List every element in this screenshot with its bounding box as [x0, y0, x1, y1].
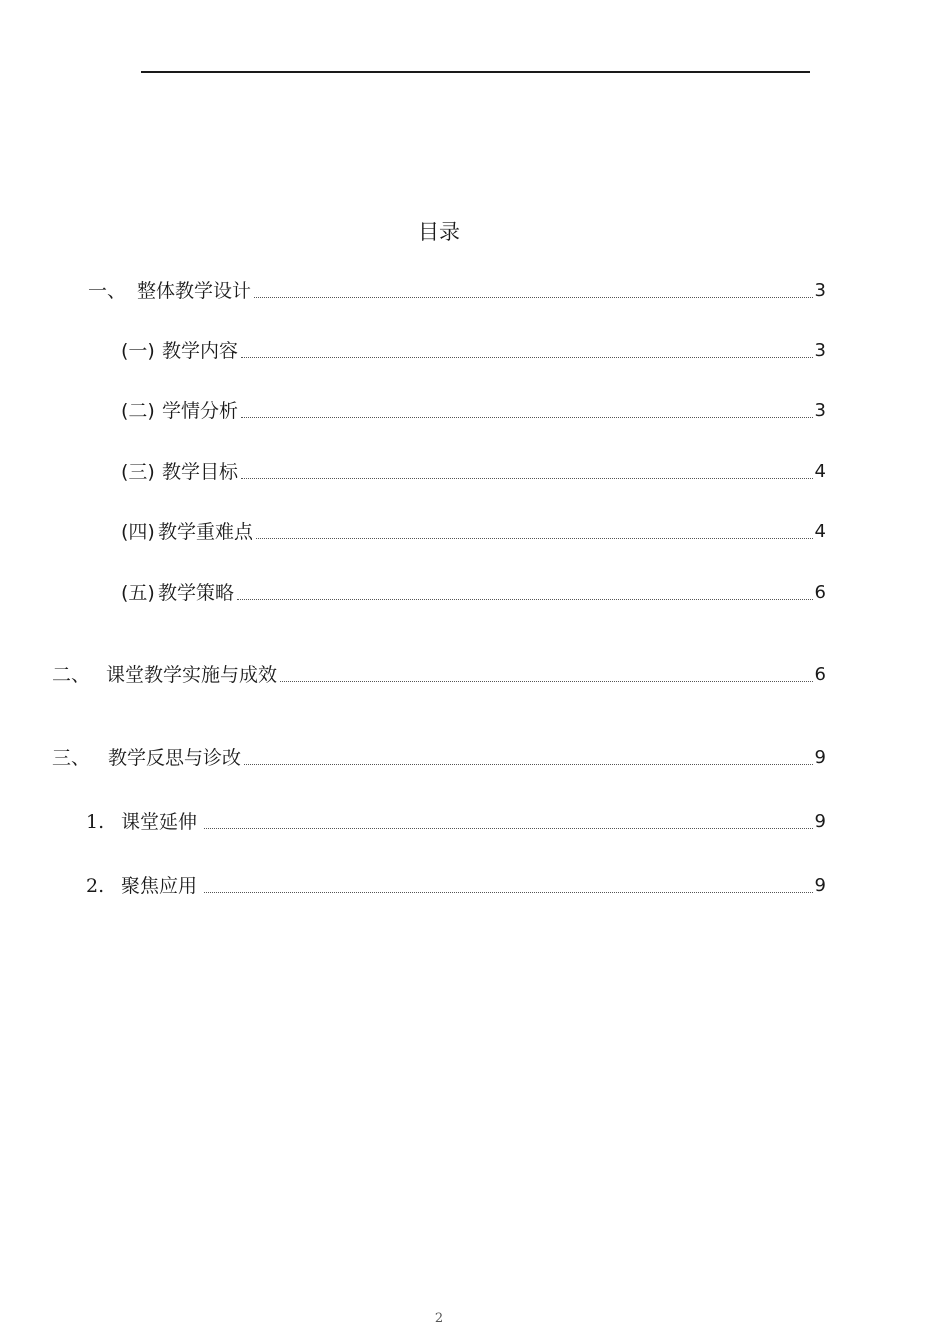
toc-entry-page: 3 — [814, 280, 826, 301]
toc-entry-label: 教学内容 — [162, 340, 239, 362]
toc-dot-leader — [237, 599, 813, 600]
toc-entry-teaching-objectives[interactable] — [121, 457, 826, 485]
toc-dot-leader — [204, 892, 813, 893]
toc-entry-focused-application[interactable] — [86, 871, 826, 899]
toc-entry-number: (四) — [121, 521, 155, 543]
toc-entry-number: (一) — [121, 340, 155, 362]
toc-dot-leader — [280, 681, 813, 682]
toc-entry-page: 4 — [814, 461, 826, 482]
toc-dot-leader — [241, 417, 813, 418]
toc-entry-number: (五) — [121, 582, 155, 604]
toc-entry-label: 课堂延伸 — [121, 811, 198, 833]
toc-entry-label: 教学重难点 — [158, 521, 254, 543]
footer-page-number: 2 — [434, 1311, 444, 1326]
toc-entry-page: 3 — [814, 400, 826, 421]
toc-entry-page: 6 — [814, 582, 826, 603]
toc-entry-number: 二、 — [52, 664, 91, 686]
toc-entry-page: 6 — [814, 664, 826, 685]
toc-dot-leader — [254, 297, 813, 298]
toc-entry-number: 一、 — [88, 280, 127, 302]
toc-entry-label: 课堂教学实施与成效 — [106, 664, 278, 686]
toc-entry-number: 1. — [86, 811, 105, 833]
toc-entry-teaching-content[interactable] — [121, 336, 826, 364]
toc-entry-label: 聚焦应用 — [121, 875, 198, 897]
toc-entry-number: 2. — [86, 875, 105, 897]
toc-dot-leader — [256, 538, 813, 539]
toc-entry-class-extension[interactable] — [86, 807, 826, 835]
toc-entry-number: (三) — [121, 461, 155, 483]
toc-entry-page: 3 — [814, 340, 826, 361]
toc-entry-number: (二) — [121, 400, 155, 422]
toc-entry-label: 教学反思与诊改 — [108, 747, 242, 769]
toc-entry-learner-analysis[interactable] — [121, 396, 826, 424]
toc-entry-label: 整体教学设计 — [137, 280, 252, 302]
toc-entry-teaching-strategy[interactable] — [121, 578, 826, 606]
toc-entry-page: 9 — [814, 747, 826, 768]
toc-entry-label: 学情分析 — [162, 400, 239, 422]
header-rule — [141, 71, 810, 73]
toc-dot-leader — [244, 764, 813, 765]
toc-entry-overall-design[interactable] — [88, 276, 826, 304]
toc-entry-label: 教学策略 — [158, 582, 235, 604]
toc-dot-leader — [241, 357, 813, 358]
toc-entry-key-difficulties[interactable] — [121, 517, 826, 545]
toc-entry-classroom-implementation[interactable] — [52, 660, 826, 688]
toc-entry-number: 三、 — [52, 747, 91, 769]
toc-entry-reflection[interactable] — [52, 743, 826, 771]
toc-entry-page: 4 — [814, 521, 826, 542]
toc-title: 目录 — [418, 220, 460, 244]
toc-entry-page: 9 — [814, 875, 826, 896]
toc-entry-page: 9 — [814, 811, 826, 832]
toc-entry-label: 教学目标 — [162, 461, 239, 483]
toc-dot-leader — [241, 478, 813, 479]
toc-dot-leader — [204, 828, 813, 829]
